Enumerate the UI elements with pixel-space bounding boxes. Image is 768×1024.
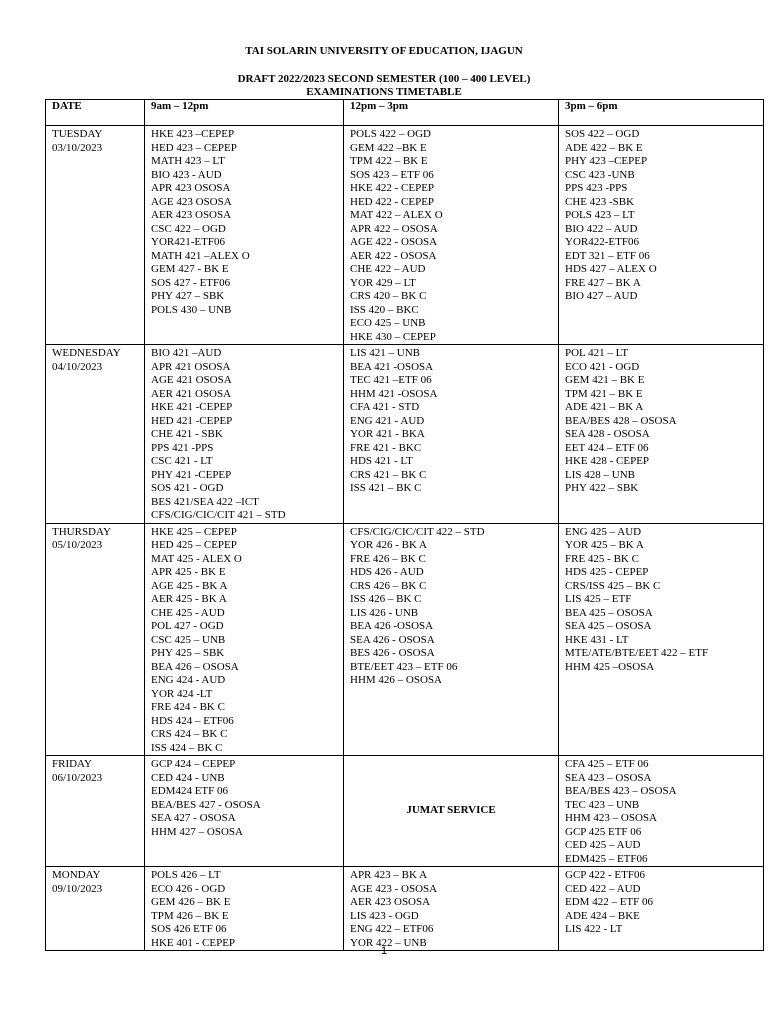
exam-entry: CFS/CIG/CIC/CIT 422 – STD — [350, 525, 485, 538]
exam-entry: APR 422 – OSOSA — [350, 222, 438, 235]
exam-entry: AGE 423 OSOSA — [151, 195, 232, 208]
exam-entry: CRS 421 – BK C — [350, 468, 427, 481]
slot-cell — [344, 523, 559, 756]
exam-entry: LIS 428 – UNB — [565, 468, 635, 481]
column-header-slot-2: 12pm – 3pm — [344, 100, 559, 126]
exam-entry: HKE 431 - LT — [565, 633, 629, 646]
exam-entry: HKE 430 – CEPEP — [350, 330, 436, 343]
date-cell — [46, 756, 145, 867]
exam-entry: FRE 426 – BK C — [350, 552, 426, 565]
exam-entry: BEA/BES 428 – OSOSA — [565, 414, 677, 427]
exam-entry: CFS/CIG/CIC/CIT 421 – STD — [151, 509, 286, 521]
exam-entry: FRE 421 - BKC — [350, 441, 422, 454]
day-name: THURSDAY — [52, 525, 111, 538]
slot-cell — [344, 126, 559, 345]
exam-entry: AGE 425 - BK A — [151, 579, 228, 592]
exam-entry: ENG 424 - AUD — [151, 674, 226, 686]
draft-title: DRAFT 2022/2023 SECOND SEMESTER (100 – 400 LEVEL) — [237, 73, 531, 85]
exam-entry: ADE 424 – BKE — [565, 909, 640, 922]
exam-entry: MAT 422 – ALEX O — [350, 209, 443, 221]
exam-entry: CRS 426 – BK C — [350, 579, 427, 592]
exam-entry: CSC 425 – UNB — [151, 633, 226, 646]
exam-entry: POLS 423 – LT — [565, 209, 635, 221]
exam-entry: PHY 421 -CEPEP — [151, 468, 232, 481]
exam-entry: SEA 428 - OSOSA — [565, 428, 650, 440]
exam-entry: PHY 427 – SBK — [151, 290, 225, 302]
date-cell — [46, 345, 145, 524]
exam-entry: HHM 423 – OSOSA — [565, 812, 657, 824]
exam-entry: EDM425 – ETF06 — [565, 852, 648, 865]
exam-entry: AER 421 OSOSA — [151, 387, 232, 400]
exam-entry: POL 427 - OGD — [151, 620, 224, 632]
exam-entry: YOR 422 – UNB — [350, 936, 427, 949]
exam-entry: BES 426 - OSOSA — [350, 647, 435, 659]
exam-entry: BEA/BES 427 - OSOSA — [151, 798, 261, 811]
exam-entry: TPM 422 – BK E — [350, 155, 428, 167]
exam-entry: PPS 421 -PPS — [151, 441, 214, 454]
university-title: TAI SOLARIN UNIVERSITY OF EDUCATION, IJAGUN — [245, 45, 523, 57]
exam-entry: EET 424 – ETF 06 — [565, 441, 649, 454]
exam-entry: SOS 427 - ETF06 — [151, 276, 231, 289]
exam-entry: POLS 430 – UNB — [151, 303, 232, 316]
day-name: MONDAY — [52, 869, 101, 881]
exam-entry: HDS 426 - AUD — [350, 566, 424, 578]
exam-entry: ENG 422 – ETF06 — [350, 923, 434, 935]
exam-entry: CSC 421 - LT — [151, 455, 213, 467]
exam-entry: SEA 425 – OSOSA — [565, 620, 652, 632]
exam-entry: CED 424 - UNB — [151, 771, 225, 784]
exam-entry: HKE 425 – CEPEP — [151, 525, 237, 538]
exam-entry: AGE 423 - OSOSA — [350, 882, 438, 895]
exam-entry: HED 422 - CEPEP — [350, 195, 435, 208]
exam-entry: ISS 426 – BK C — [350, 593, 422, 605]
exam-entry: APR 423 OSOSA — [151, 182, 231, 194]
exam-entry: BEA 426 – OSOSA — [151, 660, 239, 673]
exam-entry: SEA 423 – OSOSA — [565, 771, 652, 784]
exam-entry: BIO 427 – AUD — [565, 290, 638, 302]
day-name: TUESDAY — [52, 128, 103, 140]
exam-entry: POLS 422 – OGD — [350, 128, 431, 140]
exam-entry: HHM 421 -OSOSA — [350, 387, 438, 400]
exam-entry: CRS 424 – BK C — [151, 728, 228, 740]
exam-entry: YOR 424 -LT — [151, 687, 213, 700]
exam-entry: MTE/ATE/BTE/EET 422 – ETF — [565, 647, 709, 659]
exam-entry: AER 423 OSOSA — [350, 896, 431, 908]
exam-entry: BIO 421 –AUD — [151, 347, 222, 359]
exam-entry: ECO 426 - OGD — [151, 882, 226, 895]
exam-entry: AER 422 - OSOSA — [350, 249, 437, 262]
exam-entry: HKE 401 - CEPEP — [151, 936, 236, 949]
exam-entry: BEA 425 – OSOSA — [565, 606, 653, 619]
exam-entry: YOR 429 – LT — [350, 276, 416, 289]
exam-entry: GEM 421 – BK E — [565, 374, 645, 386]
exam-entry: BIO 423 - AUD — [151, 168, 222, 181]
exam-entry: HDS 425 - CEPEP — [565, 566, 649, 578]
header-row — [46, 100, 764, 126]
exam-entry: LIS 425 – ETF — [565, 593, 632, 605]
exam-entry: YOR 421 - BKA — [350, 428, 425, 440]
exam-entry: AER 423 OSOSA — [151, 209, 232, 221]
exam-entry: EDT 321 – ETF 06 — [565, 249, 650, 262]
exam-entry: YOR 426 - BK A — [350, 539, 428, 551]
exam-entry: FRE 427 – BK A — [565, 276, 641, 289]
exam-entry: HHM 425 –OSOSA — [565, 660, 655, 673]
exam-entry: HED 423 – CEPEP — [151, 141, 237, 154]
exam-timetable — [45, 99, 764, 951]
exam-entry: HKE 421 -CEPEP — [151, 401, 233, 413]
exam-date: 03/10/2023 — [52, 141, 103, 154]
exam-date: 04/10/2023 — [52, 360, 103, 373]
exam-entry: GCP 425 ETF 06 — [565, 825, 642, 838]
slot-cell — [145, 523, 344, 756]
exam-entry: POLS 426 – LT — [151, 869, 221, 881]
exam-entry: APR 423 – BK A — [350, 869, 428, 881]
exam-entry: HDS 424 – ETF06 — [151, 714, 234, 727]
column-header-slot-1: 9am – 12pm — [145, 100, 344, 126]
exam-entry: GCP 422 - ETF06 — [565, 869, 645, 881]
exam-entry: CRS/ISS 425 – BK C — [565, 579, 661, 592]
exam-entry: YOR422-ETF06 — [565, 236, 639, 248]
exam-entry: BEA 426 -OSOSA — [350, 620, 434, 632]
exam-entry: YOR 425 – BK A — [565, 539, 644, 551]
slot-cell — [145, 126, 344, 345]
exam-entry: LIS 422 - LT — [565, 923, 623, 935]
exam-date: 09/10/2023 — [52, 882, 103, 895]
exam-entry: CFA 425 – ETF 06 — [565, 758, 649, 770]
column-header-date: DATE — [46, 100, 145, 126]
exam-entry: CHE 421 - SBK — [151, 428, 223, 440]
exam-entry: PHY 422 – SBK — [565, 482, 639, 494]
exam-entry: CSC 423 -UNB — [565, 168, 635, 181]
exam-entry: CSC 422 – OGD — [151, 222, 226, 235]
exam-entry: ENG 421 - AUD — [350, 414, 425, 427]
exam-date: 06/10/2023 — [52, 771, 103, 784]
exam-entry: ECO 421 - OGD — [565, 360, 640, 373]
exam-entry: AGE 421 OSOSA — [151, 374, 232, 386]
exam-entry: FRE 424 - BK C — [151, 701, 225, 713]
exam-entry: APR 425 - BK E — [151, 566, 226, 578]
exam-entry: BEA/BES 423 – OSOSA — [565, 785, 677, 797]
exam-entry: HED 425 – CEPEP — [151, 539, 237, 551]
exam-entry: HHM 427 – OSOSA — [151, 825, 243, 838]
exam-entry: YOR421-ETF06 — [151, 236, 225, 248]
exam-entry: GCP 424 – CEPEP — [151, 758, 236, 770]
slot-cell — [559, 126, 764, 345]
date-cell — [46, 523, 145, 756]
slot-cell — [344, 867, 559, 951]
exam-entry: TPM 426 – BK E — [151, 909, 229, 922]
exam-entry: GEM 426 – BK E — [151, 896, 231, 908]
exam-entry: HKE 422 - CEPEP — [350, 182, 435, 194]
exam-date: 05/10/2023 — [52, 539, 103, 551]
exam-entry: TEC 423 – UNB — [565, 798, 640, 811]
slot-cell — [145, 345, 344, 524]
exam-entry: HDS 427 – ALEX O — [565, 263, 657, 275]
exam-entry: APR 421 OSOSA — [151, 360, 231, 373]
exam-entry: ADE 422 – BK E — [565, 141, 643, 154]
exam-entry: ECO 425 – UNB — [350, 317, 426, 329]
exam-entry: MATH 421 –ALEX O — [151, 249, 250, 262]
exam-entry: PHY 423 –CEPEP — [565, 155, 648, 167]
exam-entry: GEM 422 –BK E — [350, 141, 427, 154]
exam-entry: HKE 423 –CEPEP — [151, 128, 235, 140]
slot-cell — [145, 867, 344, 951]
table-row — [46, 867, 764, 951]
exam-entry: PHY 425 – SBK — [151, 647, 225, 659]
exam-entry: BTE/EET 423 – ETF 06 — [350, 660, 458, 673]
exam-entry: SOS 423 – ETF 06 — [350, 168, 434, 181]
exam-entry: PPS 423 -PPS — [565, 182, 628, 194]
exam-entry: CHE 422 – AUD — [350, 263, 426, 275]
slot-cell — [559, 867, 764, 951]
column-header-slot-3: 3pm – 6pm — [559, 100, 764, 126]
exam-entry: LIS 421 – UNB — [350, 347, 420, 359]
exam-entry: BEA 421 -OSOSA — [350, 360, 434, 373]
table-row — [46, 126, 764, 345]
slot-cell — [145, 756, 344, 867]
exam-entry: ENG 425 – AUD — [565, 525, 642, 538]
table-row — [46, 523, 764, 756]
exam-entry: AER 425 - BK A — [151, 593, 227, 605]
exam-entry: GEM 427 - BK E — [151, 263, 229, 275]
table-row — [46, 756, 764, 867]
exam-entry: CFA 421 - STD — [350, 401, 420, 413]
exam-entry: HHM 426 – OSOSA — [350, 674, 442, 686]
slot-cell — [559, 756, 764, 867]
page-number: 1 — [380, 945, 388, 957]
exam-entry: HDS 421 - LT — [350, 455, 413, 467]
exam-entry: BIO 422 – AUD — [565, 222, 638, 235]
slot-cell — [559, 345, 764, 524]
exam-entry: CHE 425 - AUD — [151, 606, 225, 619]
exam-entry: MATH 423 – LT — [151, 155, 225, 167]
table-row — [46, 345, 764, 524]
day-name: FRIDAY — [52, 758, 92, 770]
exam-entry: LIS 426 - UNB — [350, 606, 419, 619]
exam-entry: EDM424 ETF 06 — [151, 785, 228, 797]
exam-entry: ISS 420 – BKC — [350, 303, 419, 316]
exam-entry: TEC 421 –ETF 06 — [350, 374, 432, 386]
exam-entry: LIS 423 - OGD — [350, 909, 419, 922]
exam-entry: EDM 422 – ETF 06 — [565, 896, 653, 908]
exam-entry: HKE 428 - CEPEP — [565, 455, 650, 467]
exam-entry: ISS 421 – BK C — [350, 482, 422, 494]
exam-entry: CED 425 – AUD — [565, 839, 641, 851]
date-cell — [46, 126, 145, 345]
slot-cell — [559, 523, 764, 756]
exam-entry: CHE 423 -SBK — [565, 195, 635, 208]
date-cell — [46, 867, 145, 951]
exam-entry: SOS 422 – OGD — [565, 128, 640, 140]
exam-entry: ADE 421 – BK A — [565, 401, 644, 413]
exam-entry: FRE 425 - BK C — [565, 552, 639, 565]
exam-entry: HED 421 -CEPEP — [151, 414, 233, 427]
exam-entry: ISS 424 – BK C — [151, 741, 223, 754]
slot-cell — [344, 345, 559, 524]
exam-entry: SOS 426 ETF 06 — [151, 923, 227, 935]
exam-entry: MAT 425 - ALEX O — [151, 552, 242, 565]
timetable-subtitle: EXAMINATIONS TIMETABLE — [306, 86, 462, 98]
jumat-service-cell: JUMAT SERVICE — [344, 756, 559, 867]
exam-entry: CRS 420 – BK C — [350, 290, 427, 302]
exam-entry: TPM 421 – BK E — [565, 387, 643, 400]
exam-entry: SEA 426 - OSOSA — [350, 633, 435, 646]
exam-entry: SOS 421 - OGD — [151, 482, 224, 494]
exam-entry: CED 422 – AUD — [565, 882, 641, 895]
day-name: WEDNESDAY — [52, 347, 121, 359]
exam-entry: AGE 422 - OSOSA — [350, 236, 438, 248]
exam-entry: SEA 427 - OSOSA — [151, 812, 236, 824]
exam-entry: BES 421/SEA 422 –ICT — [151, 495, 259, 508]
exam-entry: POL 421 – LT — [565, 347, 629, 359]
